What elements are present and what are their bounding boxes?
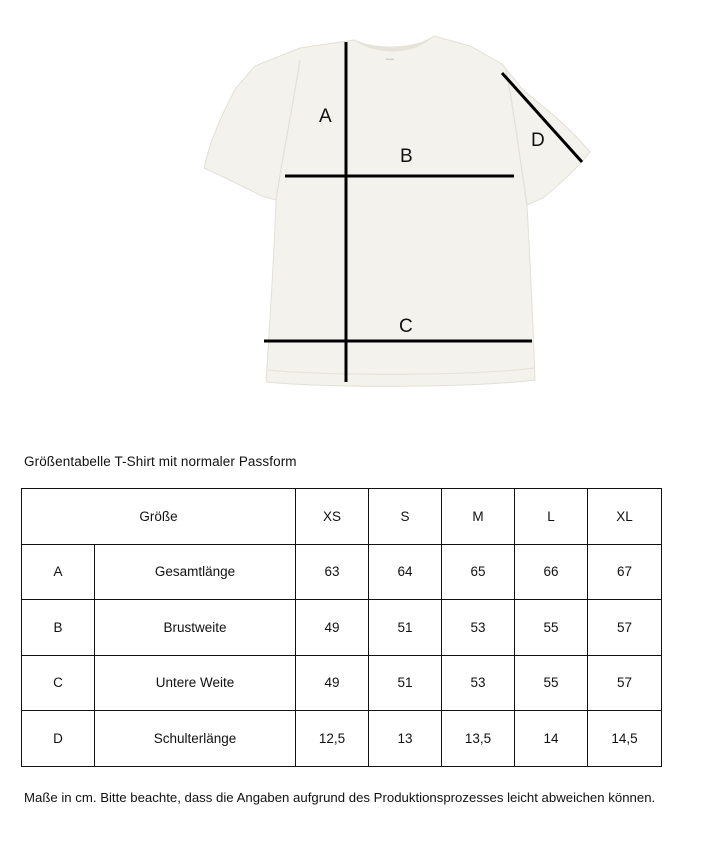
footnote: Maße in cm. Bitte beachte, dass die Angaben aufgrund des Produktionsprozesses leicht abweichen können. (24, 790, 656, 805)
table-row (22, 544, 662, 600)
label-b: B (400, 146, 413, 167)
value-cell: 51 (369, 600, 442, 656)
row-code: D (22, 711, 95, 767)
size-header-xl: XL (588, 489, 662, 545)
neck-print: •••• •••• (386, 58, 394, 61)
value-cell: 49 (296, 600, 369, 656)
value-cell: 66 (515, 544, 588, 600)
value-cell: 53 (442, 655, 515, 711)
value-cell: 13 (369, 711, 442, 767)
size-header-s: S (369, 489, 442, 545)
table-row (22, 655, 662, 711)
table-row (22, 711, 662, 767)
value-cell: 67 (588, 544, 662, 600)
size-table (21, 488, 662, 767)
value-cell: 65 (442, 544, 515, 600)
value-cell: 14 (515, 711, 588, 767)
value-cell: 55 (515, 655, 588, 711)
label-a: A (319, 106, 332, 127)
size-header-label: Größe (22, 489, 296, 545)
table-caption: Größentabelle T-Shirt mit normaler Passform (24, 454, 297, 469)
value-cell: 57 (588, 655, 662, 711)
value-cell: 55 (515, 600, 588, 656)
row-code: A (22, 544, 95, 600)
size-header-m: M (442, 489, 515, 545)
tshirt-measurement-diagram (0, 0, 720, 420)
tshirt-illustration (0, 0, 720, 420)
label-d: D (531, 130, 545, 151)
value-cell: 49 (296, 655, 369, 711)
size-header-l: L (515, 489, 588, 545)
label-c: C (399, 316, 413, 337)
row-name: Gesamtlänge (95, 544, 296, 600)
value-cell: 12,5 (296, 711, 369, 767)
value-cell: 51 (369, 655, 442, 711)
row-code: C (22, 655, 95, 711)
value-cell: 14,5 (588, 711, 662, 767)
value-cell: 53 (442, 600, 515, 656)
table-header-row (22, 489, 662, 545)
value-cell: 63 (296, 544, 369, 600)
row-code: B (22, 600, 95, 656)
table-row (22, 600, 662, 656)
value-cell: 57 (588, 600, 662, 656)
value-cell: 13,5 (442, 711, 515, 767)
row-name: Untere Weite (95, 655, 296, 711)
value-cell: 64 (369, 544, 442, 600)
tshirt-shape (204, 36, 590, 386)
size-header-xs: XS (296, 489, 369, 545)
row-name: Brustweite (95, 600, 296, 656)
row-name: Schulterlänge (95, 711, 296, 767)
